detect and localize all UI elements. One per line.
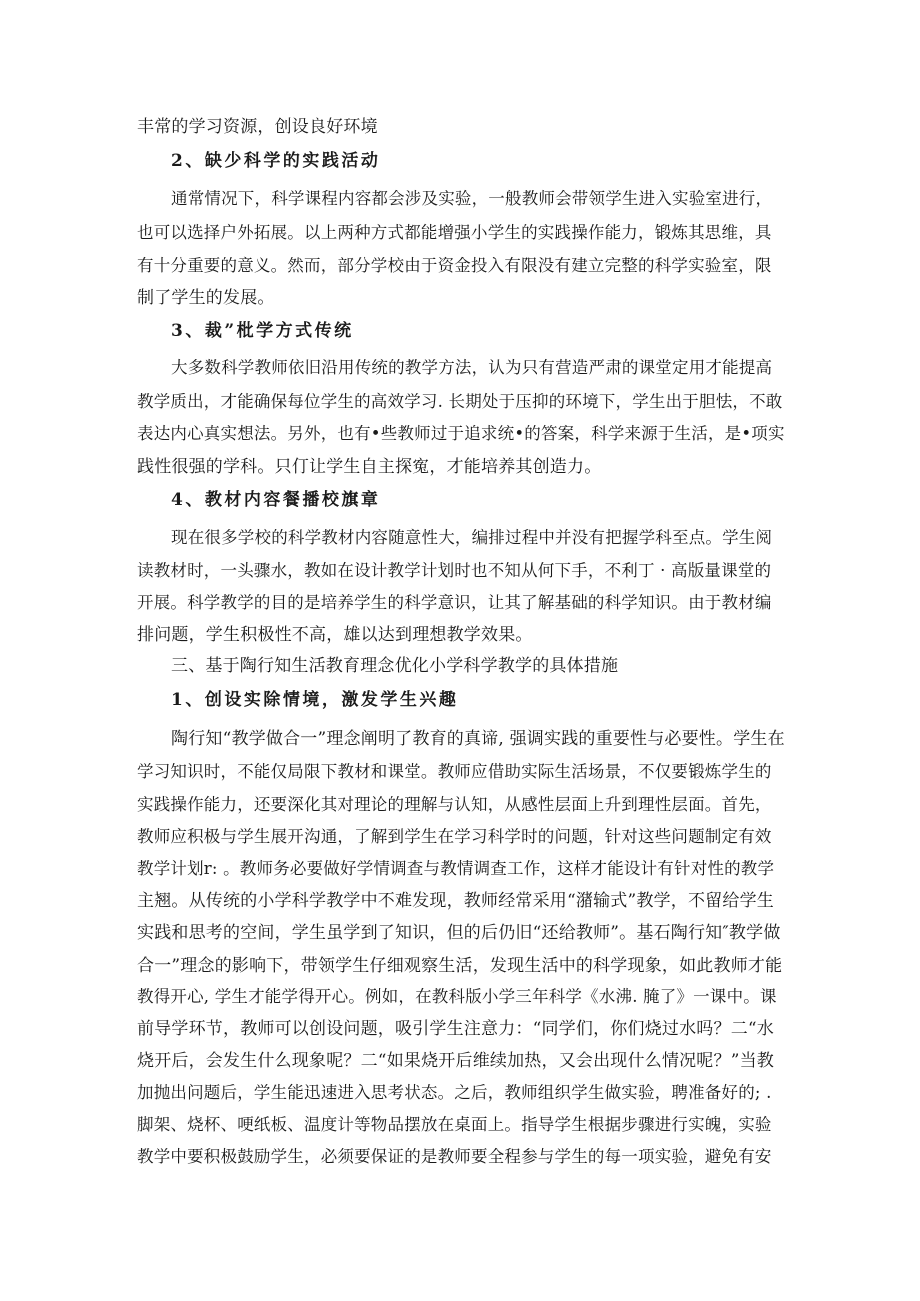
paragraph-line: 脚架、烧杯、哽纸板、温度计等物品摆放在桌面上。指导学生根据步骤进行实魄，实验 (137, 1115, 772, 1134)
paragraph-line: 教学计划r: 。教师务必要做好学情调查与教情调查工作，这样才能设计有针对性的教学 (137, 859, 775, 878)
paragraph-line: 制了学生的发展。 (137, 288, 275, 308)
paragraph-line: 排问题，学生积极性不高，雄以达到理想教学效果。 (137, 625, 533, 645)
paragraph-line: 实践和思考的空间，学生虽学到了知识，但的后仍旧“还给教师”。基石陶行知″教学做 (137, 923, 781, 943)
paragraph-line: 有十分重要的意义。然而，部分学校由于资金投入有限没有建立完整的科学实验室，限 (137, 256, 772, 275)
paragraph-line: 加抛出问题后，学生能迅速进入思考状态。之后，教师组织学生做实验，聘准备好的; . (137, 1083, 772, 1102)
paragraph-line: 也可以选择户外拓展。以上两种方式都能增强小学生的实践操作能力，锻炼其思维，具 (137, 223, 772, 242)
paragraph-line: 践性很强的学科。只仃让学生自主探寃，才能培养其创造力。 (137, 457, 602, 477)
paragraph-line: 表达内心真实想法。另外，也有•些教师过于追求统•的答案，科学来源于生活，是•项实 (137, 424, 785, 443)
paragraph-line: 陶行知“教学做合一”理念阐明了教育的真谛, 强调实践的重要性与必要性。学生在 (171, 729, 785, 749)
section-heading-1: 1、创设实除情境，激发学生兴趣 (171, 690, 459, 710)
paragraph-line: 读教材时，一头骤水，教如在设计教学计划时也不知从何下手，不利丁 · 高版量课堂的 (137, 561, 772, 580)
paragraph-line: 教得开心, 学生才能学得开心。例如，在教科版小学三年科学《水沸. 腌了》一课中。课 (137, 987, 777, 1006)
paragraph-line: 开展。科学教学的目的是培养学生的科学意识，让其了解基础的科学知识。由于教材编 (137, 593, 772, 612)
section-heading-3: 3、裁”枇学方式传统 (171, 321, 354, 341)
paragraph-line: 学习知识时，不能仅局限下教材和课堂。教师应借助实际生活场景，不仅要锻炼学生的 (137, 762, 772, 781)
paragraph-line: 合一”理念的影响下，带领学生仔细观察生活，发现生活中的科学现象，如此教师才能 (137, 956, 783, 976)
paragraph-line: 大多数科学教师依旧沿用传统的教学方法，认为只有营造严肃的课堂定用才能提高 (171, 358, 773, 377)
paragraph-line: 教师应积极与学生展开沟通，了解到学生在学习科学时的问题，针对这些问题制定有效 (137, 827, 772, 846)
paragraph-line: 前导学环节，教师可以创设问题，吸引学生注意力：“同学们，你们烧过水吗？二“水 (137, 1019, 774, 1039)
section-heading-4: 4、教材内容餐播校旗章 (171, 490, 381, 510)
paragraph-line: 丰常的学习资源，创设良好环境 (137, 117, 378, 137)
paragraph-line: 烧开后，会发生什么现象呢？二“如果烧开后维续加热，又会出现什么情况呢？”当教 (137, 1051, 774, 1071)
section-heading-2: 2、缺少科学的实践活动 (171, 151, 381, 171)
paragraph-line: 现在很多学校的科学教材内容随意性大，编排过程中并没有把握学科至点。学生阅 (171, 528, 773, 547)
paragraph-line: 实践操作能力，还要深化其对理论的理解与认知，从感性层面上升到理性层面。首先， (137, 795, 772, 814)
paragraph-line: 教学质出，才能确保每位学生的高效学习. 长期处于压抑的环境下，学生出于胆怯，不敢 (137, 392, 783, 411)
paragraph-line: 主翘。从传统的小学科学教学中不难发现，教师经常采用“潴输式”教学，不留给学生 (137, 891, 774, 911)
paragraph-line: 通常情况下，科学课程内容都会涉及实验，一般教师会带领学生进入实验室进行， (171, 189, 773, 208)
paragraph-line: 教学中要积极鼓励学生，必须要保证的是教师要全程参与学生的每一项实验，避免有安 (137, 1147, 772, 1166)
chapter-heading-3: 三、基于陶行知生活教育理念优化小学科学教学的具体措施 (171, 656, 619, 676)
